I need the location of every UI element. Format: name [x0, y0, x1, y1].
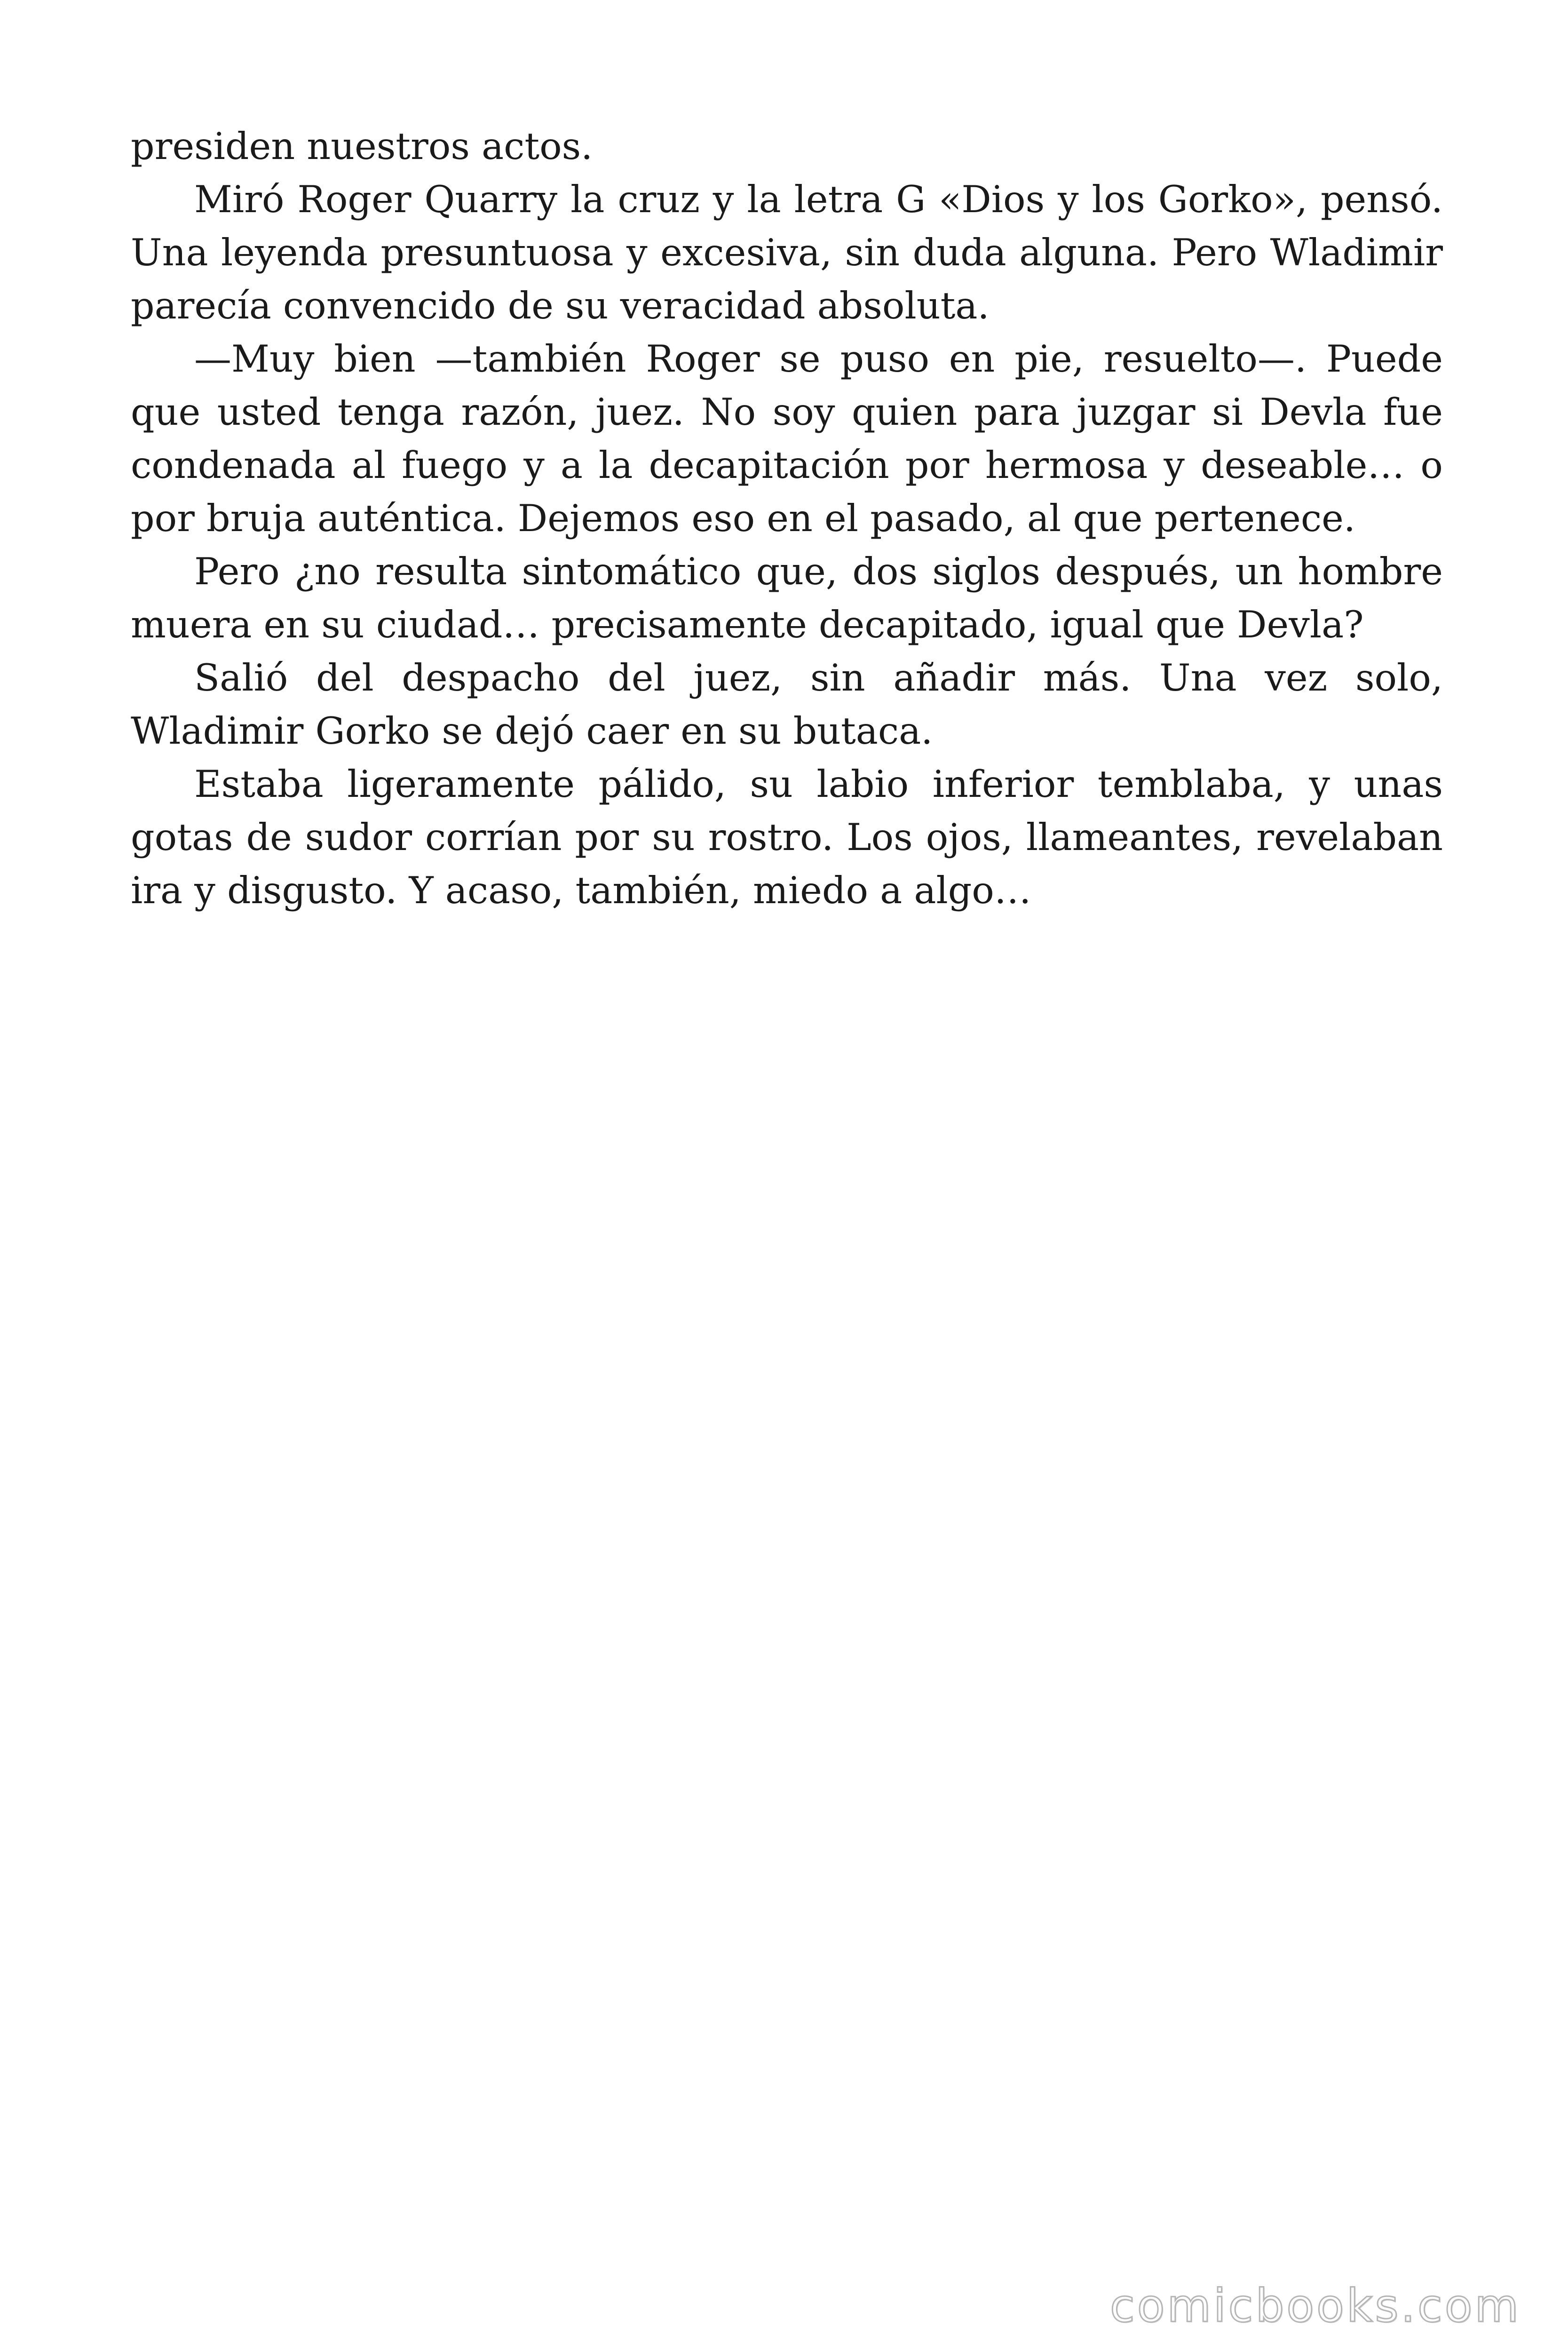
- paragraph: —Muy bien —también Roger se puso en pie, resuelto—. Puede que usted tenga razón, juez. No soy quien para juzgar si Devla fue condenada al fuego y a la decapitación por hermosa y deseable… o por bruja auténtica. Dejemos eso en el pasado, al que pertenece.: [131, 337, 1443, 540]
- paragraph: Pero ¿no resulta sintomático que, dos siglos después, un hombre muera en su ciudad… precisamente decapitado, igual que Devla?: [131, 550, 1443, 646]
- paragraph: Salió del despacho del juez, sin añadir más. Una vez solo, Wladimir Gorko se dejó caer en su butaca.: [131, 656, 1443, 753]
- paragraph: Miró Roger Quarry la cruz y la letra G «Dios y los Gorko», pensó. Una leyenda presuntuosa y excesiva, sin duda alguna. Pero Wladimir parecía convencido de su veracidad absoluta.: [131, 178, 1443, 327]
- page-text: [131, 120, 1443, 917]
- site-watermark: comicbooks.com: [1109, 2280, 1521, 2332]
- paragraph-continuation: presiden nuestros actos.: [131, 125, 593, 168]
- paragraph: Estaba ligeramente pálido, su labio inferior temblaba, y unas gotas de sudor corrían por su rostro. Los ojos, llameantes, revelaban ira y disgusto. Y acaso, también, miedo a algo…: [131, 763, 1443, 912]
